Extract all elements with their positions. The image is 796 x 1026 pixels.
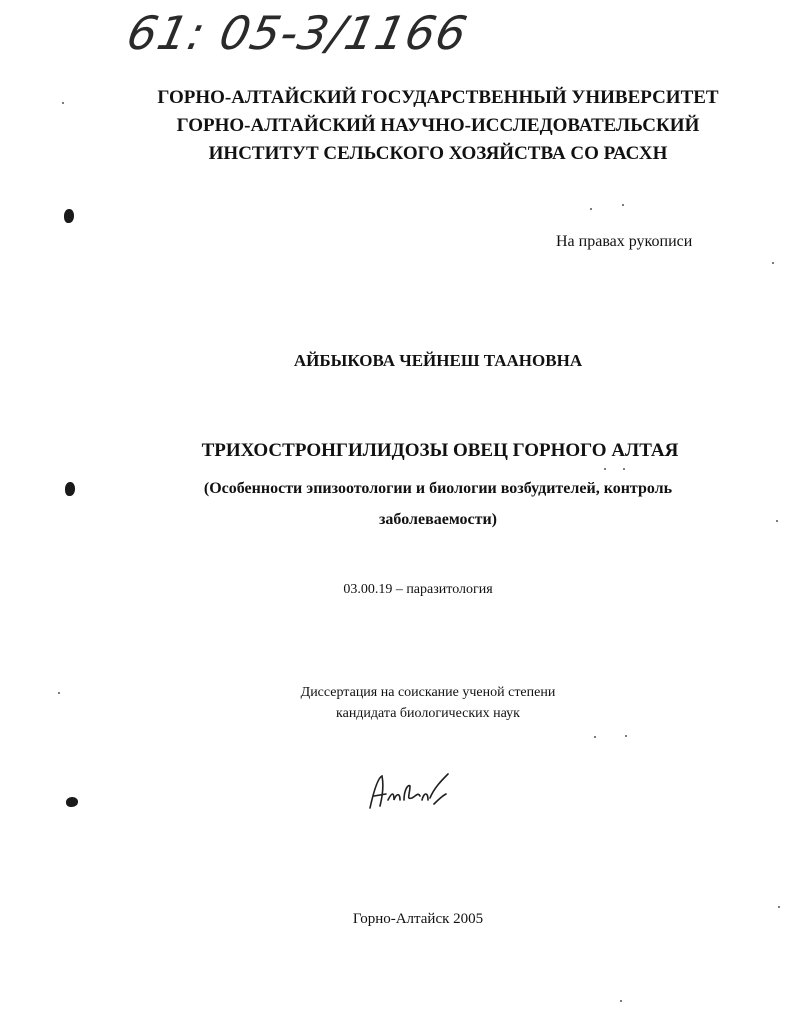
archive-number: 61: 05-3/1166: [122, 6, 473, 60]
dissertation-title: ТРИХОСТРОНГИЛИДОЗЫ ОВЕЦ ГОРНОГО АЛТАЯ: [201, 440, 679, 461]
punch-hole-mark: [64, 209, 74, 223]
punch-hole-mark: [66, 797, 78, 807]
scan-speck: [590, 208, 592, 210]
degree-line-1: Диссертация на соискание ученой степени: [300, 685, 556, 700]
institution-block: [40, 84, 796, 168]
punch-hole-mark: [65, 482, 75, 496]
scan-speck: [625, 735, 627, 737]
degree-statement: [30, 682, 796, 724]
scan-speck: [776, 520, 778, 522]
subtitle-line-1: (Особенности эпизоотологии и биологии возбудителей, контроль: [203, 480, 673, 497]
specialty-code: 03.00.19 – паразитология: [343, 582, 493, 597]
author-name: АЙБЫКОВА ЧЕЙНЕШ ТААНОВНА: [293, 351, 583, 370]
scan-speck: [623, 468, 625, 470]
institution-line-2: ГОРНО-АЛТАЙСКИЙ НАУЧНО-ИССЛЕДОВАТЕЛЬСКИЙ: [176, 115, 700, 136]
scan-speck: [778, 906, 780, 908]
scan-speck: [620, 1000, 622, 1002]
rights-note: На правах рукописи: [556, 233, 693, 250]
city-year: Горно-Алтайск 2005: [352, 911, 484, 927]
degree-line-2: кандидата биологических наук: [336, 706, 520, 721]
scan-speck: [772, 262, 774, 264]
scan-speck: [622, 204, 624, 206]
institution-line-1: ГОРНО-АЛТАЙСКИЙ ГОСУДАРСТВЕННЫЙ УНИВЕРСИТЕТ: [157, 87, 719, 108]
scan-speck: [594, 736, 596, 738]
scan-speck: [58, 692, 60, 694]
subtitle-line-2: заболеваемости): [378, 511, 498, 528]
dissertation-subtitle: [40, 473, 796, 535]
signature: [364, 770, 460, 816]
scan-speck: [604, 468, 606, 470]
scan-speck: [62, 102, 64, 104]
institution-line-3: ИНСТИТУТ СЕЛЬСКОГО ХОЗЯЙСТВА СО РАСХН: [208, 143, 668, 164]
